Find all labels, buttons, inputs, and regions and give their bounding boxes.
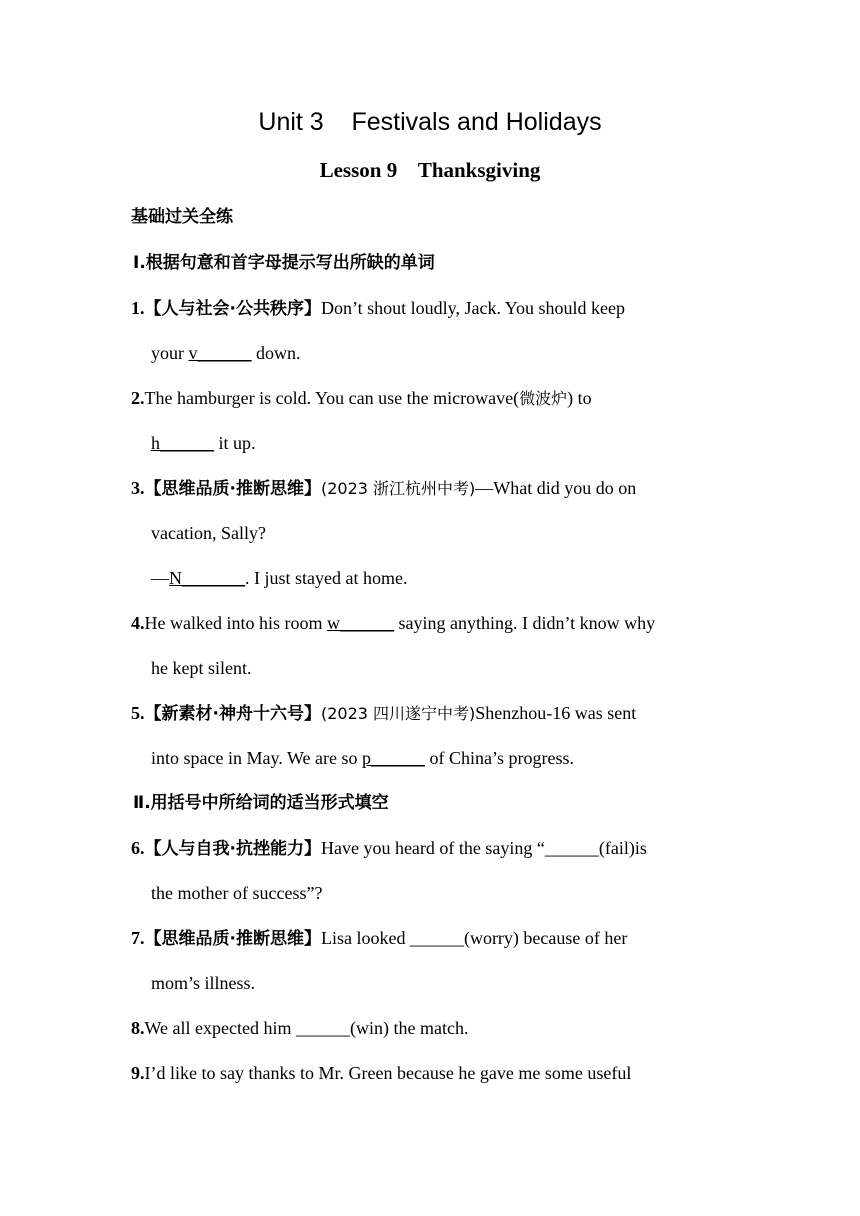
question-6-line-2 — [151, 881, 322, 905]
question-text: into space in May. We are so — [151, 748, 362, 768]
question-text: ) to — [567, 388, 592, 408]
section-heading: 基础过关全练 — [131, 207, 233, 227]
question-text: he kept silent. — [151, 658, 252, 678]
question-tag: 【人与社会·公共秩序】 — [144, 299, 321, 319]
question-text: Have you heard of the saying “______(fail)is — [320, 838, 647, 858]
answer-blank[interactable]: N_______ — [169, 568, 245, 588]
part1-heading: Ⅰ.根据句意和首字母提示写出所缺的单词 — [133, 253, 435, 273]
question-text: the mother of success”? — [151, 883, 323, 903]
question-3-line-3 — [151, 566, 407, 590]
question-number: 9. — [131, 1063, 145, 1083]
question-6-line-1 — [131, 836, 647, 861]
question-text: He walked into his room — [144, 613, 327, 633]
answer-blank[interactable]: p______ — [362, 748, 425, 768]
answer-blank[interactable]: w______ — [326, 613, 394, 633]
question-4-line-1 — [131, 611, 655, 635]
question-text: Don’t shout loudly, Jack. You should keep — [320, 298, 625, 318]
question-9-line-1 — [131, 1061, 631, 1085]
question-text: We all expected him ______(win) the match. — [144, 1018, 469, 1038]
question-number: 6. — [131, 838, 145, 858]
question-8-line-1 — [131, 1016, 468, 1040]
question-number: 5. — [131, 703, 145, 723]
unit-title: Unit 3 Festivals and Holidays — [258, 108, 602, 136]
question-4-line-2 — [151, 656, 251, 680]
question-text: your — [151, 343, 189, 363]
question-7-line-1 — [131, 926, 627, 951]
question-source: (2023 浙江杭州中考) — [320, 479, 476, 498]
question-3-line-1 — [131, 476, 636, 501]
answer-blank[interactable]: h______ — [151, 433, 214, 453]
question-text: . I just stayed at home. — [245, 568, 408, 588]
question-2-line-2 — [151, 431, 256, 455]
question-2-line-1 — [131, 386, 592, 411]
question-text: The hamburger is cold. You can use the microwave( — [144, 388, 520, 408]
question-number: 7. — [131, 928, 145, 948]
question-number: 8. — [131, 1018, 145, 1038]
question-1-line-2 — [151, 341, 301, 365]
answer-blank[interactable]: v______ — [188, 343, 252, 363]
question-text: Shenzhou-16 was sent — [475, 703, 637, 723]
question-text: I’d like to say thanks to Mr. Green because he gave me some useful — [144, 1063, 632, 1083]
question-text: mom’s illness. — [151, 973, 256, 993]
question-1-line-1 — [131, 296, 625, 321]
question-tag: 【人与自我·抗挫能力】 — [144, 839, 321, 859]
question-text: —What did you do on — [475, 478, 637, 498]
question-3-line-2 — [151, 521, 266, 545]
lesson-title: Lesson 9 Thanksgiving — [319, 158, 541, 182]
question-number: 4. — [131, 613, 145, 633]
question-text: saying anything. I didn’t know why — [393, 613, 656, 633]
question-text: Lisa looked ______(worry) because of her — [320, 928, 628, 948]
question-text: down. — [251, 343, 301, 363]
question-source: (2023 四川遂宁中考) — [320, 704, 476, 723]
question-5-line-1 — [131, 701, 636, 726]
question-text: — — [151, 568, 169, 588]
question-number: 3. — [131, 478, 145, 498]
question-number: 1. — [131, 298, 145, 318]
question-tag: 【思维品质·推断思维】 — [144, 479, 321, 499]
question-tag: 【新素材·神舟十六号】 — [144, 704, 321, 724]
question-5-line-2 — [151, 746, 574, 770]
question-tag: 【思维品质·推断思维】 — [144, 929, 321, 949]
part2-heading: Ⅱ.用括号中所给词的适当形式填空 — [133, 793, 389, 813]
question-text: it up. — [214, 433, 256, 453]
question-text-cn: 微波炉 — [519, 389, 568, 408]
question-number: 2. — [131, 388, 145, 408]
question-text: of China’s progress. — [425, 748, 574, 768]
question-text: vacation, Sally? — [151, 523, 266, 543]
question-7-line-2 — [151, 971, 255, 995]
